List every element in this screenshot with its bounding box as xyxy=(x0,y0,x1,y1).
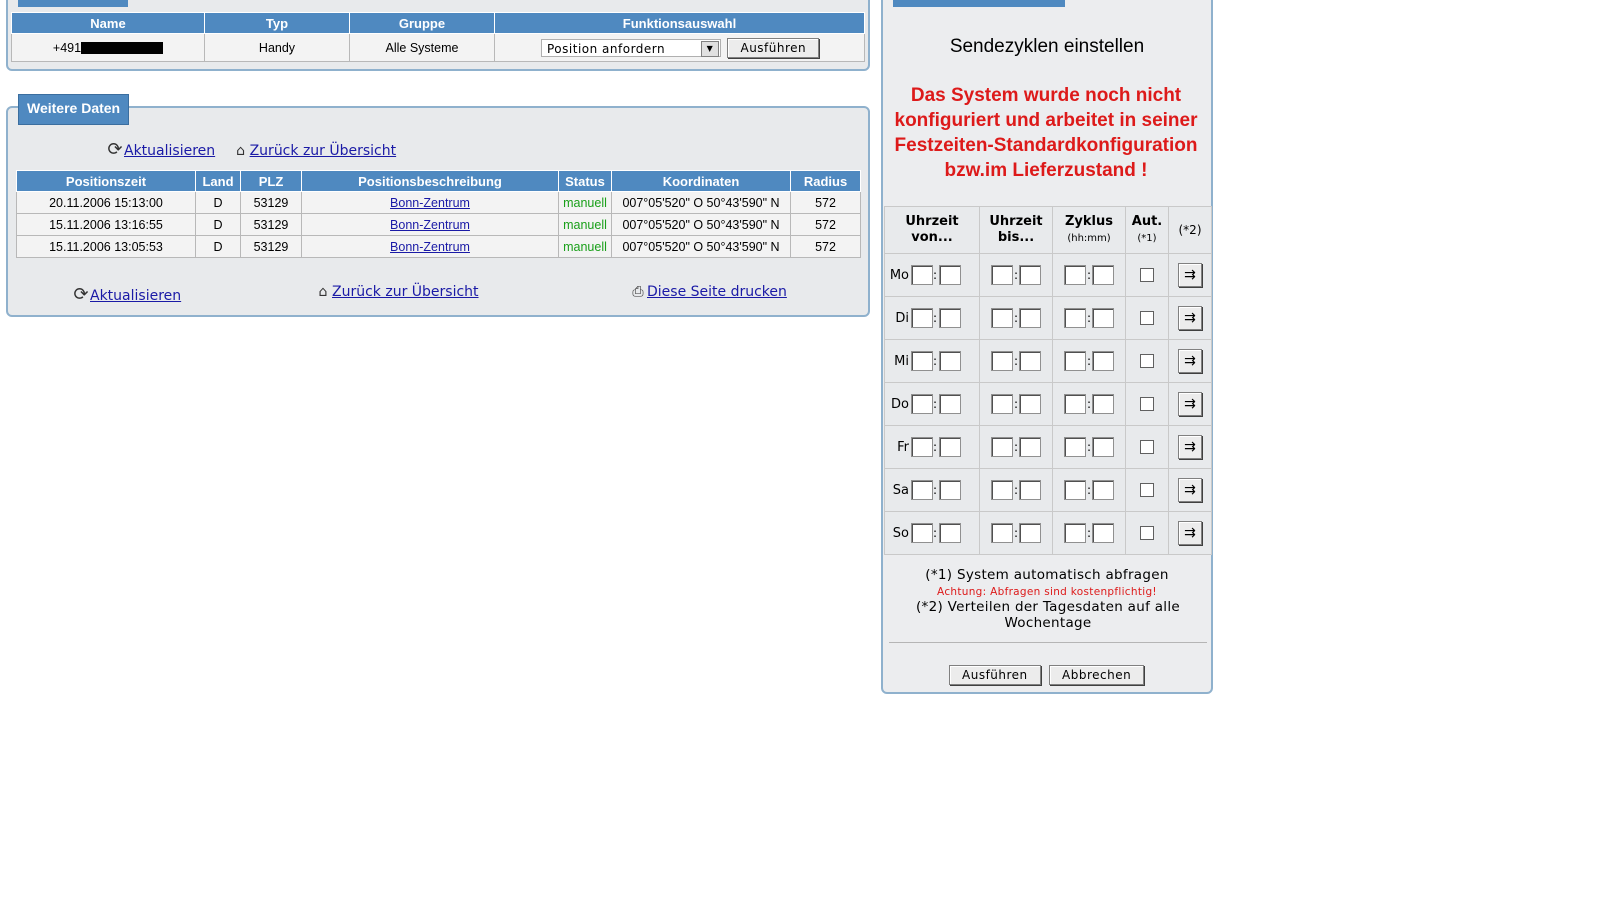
execute-button[interactable]: Ausführen xyxy=(949,665,1041,685)
cycle-cell xyxy=(1053,512,1126,555)
to-hour-input[interactable] xyxy=(991,351,1013,371)
aut-cell xyxy=(1126,297,1169,340)
device-name-cell xyxy=(12,34,205,62)
redacted-block xyxy=(81,42,163,54)
col-positionszeit: Positionszeit xyxy=(17,171,196,192)
to-hour-input[interactable] xyxy=(991,308,1013,328)
col-to-line2: bis... xyxy=(997,230,1035,245)
row-time: 20.11.2006 15:13:00 xyxy=(17,192,196,214)
cycle-hour-input[interactable] xyxy=(1064,480,1086,500)
to-hour-input[interactable] xyxy=(991,394,1013,414)
aut-cell xyxy=(1126,254,1169,297)
distribute-arrow-icon[interactable]: ⇉ xyxy=(1178,478,1202,502)
distribute-cell xyxy=(1169,426,1212,469)
from-minute-input[interactable] xyxy=(939,394,961,414)
colon-separator: : xyxy=(1086,526,1092,540)
col-positionsbeschreibung: Positionsbeschreibung xyxy=(302,171,559,192)
from-cell xyxy=(885,426,980,469)
col-cycle-line2: (hh:mm) xyxy=(1067,232,1111,244)
colon-separator: : xyxy=(1086,354,1092,368)
col-koordinaten: Koordinaten xyxy=(612,171,791,192)
device-row xyxy=(12,34,865,62)
config-warning: Das System wurde noch nicht konfiguriert und arbeitet in seiner Festzeiten-Standardkonfiguration bzw.im Lieferzustand ! xyxy=(894,85,1198,181)
top-links xyxy=(106,139,396,160)
row-radius: 572 xyxy=(791,214,861,236)
col-from xyxy=(885,207,980,254)
row-time: 15.11.2006 13:05:53 xyxy=(17,236,196,258)
colon-separator: : xyxy=(933,483,938,497)
device-gruppe: Alle Systeme xyxy=(350,34,495,62)
home-icon: ⌂ xyxy=(236,143,246,159)
panel-tab-stub xyxy=(893,0,1065,7)
distribute-cell xyxy=(1169,383,1212,426)
row-radius: 572 xyxy=(791,192,861,214)
schedule-row xyxy=(885,383,1212,426)
day-label: Mi xyxy=(894,353,909,369)
cycle-cell xyxy=(1053,383,1126,426)
device-typ: Handy xyxy=(205,34,350,62)
location-link[interactable]: Bonn-Zentrum xyxy=(390,195,470,210)
row-plz: 53129 xyxy=(241,236,302,258)
to-minute-input[interactable] xyxy=(1019,523,1041,543)
cycle-minute-input[interactable] xyxy=(1092,437,1114,457)
aut-cell xyxy=(1126,469,1169,512)
to-cell xyxy=(980,383,1053,426)
aut-cell xyxy=(1126,383,1169,426)
refresh-link[interactable] xyxy=(106,139,220,160)
row-time: 15.11.2006 13:16:55 xyxy=(17,214,196,236)
from-cell xyxy=(885,383,980,426)
bottom-links xyxy=(72,284,812,305)
row-land: D xyxy=(196,214,241,236)
cycle-hour-input[interactable] xyxy=(1064,351,1086,371)
distribute-arrow-icon[interactable]: ⇉ xyxy=(1178,306,1202,330)
from-cell xyxy=(885,340,980,383)
distribute-cell xyxy=(1169,254,1212,297)
col-to xyxy=(980,207,1053,254)
from-minute-input[interactable] xyxy=(939,265,961,285)
sendezyklen-panel xyxy=(881,0,1213,694)
schedule-row xyxy=(885,254,1212,297)
device-table-header xyxy=(12,13,865,34)
refresh-icon: ⟳ xyxy=(73,284,89,305)
col-cycle-line1: Zyklus xyxy=(1065,213,1113,229)
divider xyxy=(889,642,1207,643)
distribute-arrow-icon[interactable]: ⇉ xyxy=(1178,349,1202,373)
from-cell xyxy=(885,512,980,555)
note-cost-warning: Achtung: Abfragen sind kostenpflichtig! xyxy=(937,586,1157,598)
colon-separator: : xyxy=(1013,311,1019,325)
distribute-arrow-icon[interactable]: ⇉ xyxy=(1178,392,1202,416)
colon-separator: : xyxy=(1013,483,1019,497)
cycle-hour-input[interactable] xyxy=(1064,523,1086,543)
cycle-cell xyxy=(1053,426,1126,469)
cycle-cell xyxy=(1053,297,1126,340)
day-label: Sa xyxy=(892,482,909,498)
row-description xyxy=(302,214,559,236)
note-distribute: (*2) Verteilen der Tagesdaten auf alle Wochentage xyxy=(915,599,1180,631)
col-to-line1: Uhrzeit xyxy=(989,214,1043,229)
from-cell xyxy=(885,297,980,340)
to-hour-input[interactable] xyxy=(991,480,1013,500)
from-minute-input[interactable] xyxy=(939,437,961,457)
cycle-minute-input[interactable] xyxy=(1092,523,1114,543)
row-status: manuell xyxy=(559,214,612,236)
cycle-minute-input[interactable] xyxy=(1092,394,1114,414)
function-select[interactable] xyxy=(541,39,721,57)
row-status: manuell xyxy=(559,192,612,214)
row-land: D xyxy=(196,192,241,214)
device-table xyxy=(11,12,865,62)
note-auto-query: (*1) System automatisch abfragen xyxy=(925,567,1169,583)
from-minute-input[interactable] xyxy=(939,351,961,371)
colon-separator: : xyxy=(1086,268,1092,282)
distribute-arrow-icon[interactable]: ⇉ xyxy=(1178,435,1202,459)
col-aut-line2: (*1) xyxy=(1137,232,1157,244)
from-hour-input[interactable] xyxy=(911,523,933,543)
col-funktionsauswahl: Funktionsauswahl xyxy=(495,13,865,34)
from-minute-input[interactable] xyxy=(939,480,961,500)
row-description xyxy=(302,192,559,214)
cycle-hour-input[interactable] xyxy=(1064,394,1086,414)
schedule-row xyxy=(885,297,1212,340)
to-hour-input[interactable] xyxy=(991,523,1013,543)
schedule-row xyxy=(885,426,1212,469)
function-cell xyxy=(495,34,865,62)
distribute-arrow-icon[interactable]: ⇉ xyxy=(1178,521,1202,545)
colon-separator: : xyxy=(1013,397,1019,411)
col-land: Land xyxy=(196,171,241,192)
to-cell xyxy=(980,340,1053,383)
colon-separator: : xyxy=(1086,483,1092,497)
row-land: D xyxy=(196,236,241,258)
to-minute-input[interactable] xyxy=(1019,480,1041,500)
to-cell xyxy=(980,426,1053,469)
distribute-cell xyxy=(1169,469,1212,512)
location-link[interactable]: Bonn-Zentrum xyxy=(390,217,470,232)
from-hour-input[interactable] xyxy=(911,351,933,371)
home-icon: ⌂ xyxy=(318,284,328,300)
to-minute-input[interactable] xyxy=(1019,308,1041,328)
auto-query-checkbox[interactable] xyxy=(1140,311,1154,325)
day-label: Fr xyxy=(897,439,909,455)
to-hour-input[interactable] xyxy=(991,265,1013,285)
from-hour-input[interactable] xyxy=(911,480,933,500)
cycle-hour-input[interactable] xyxy=(1064,308,1086,328)
colon-separator: : xyxy=(1013,526,1019,540)
chevron-down-icon[interactable]: ▼ xyxy=(701,41,719,57)
device-name: +491 xyxy=(52,40,82,55)
cycle-cell xyxy=(1053,340,1126,383)
cancel-button[interactable]: Abbrechen xyxy=(1049,665,1144,685)
colon-separator: : xyxy=(1086,397,1092,411)
back-link[interactable] xyxy=(232,143,397,159)
aut-cell xyxy=(1126,512,1169,555)
col-distribute-label: (*2) xyxy=(1178,223,1202,237)
distribute-cell xyxy=(1169,297,1212,340)
auto-query-checkbox[interactable] xyxy=(1140,526,1154,540)
colon-separator: : xyxy=(933,354,938,368)
print-link-label[interactable]: Diese Seite drucken xyxy=(647,284,787,300)
col-radius: Radius xyxy=(791,171,861,192)
to-cell xyxy=(980,469,1053,512)
day-label: Mo xyxy=(889,267,909,283)
day-label: Do xyxy=(891,396,909,412)
row-description xyxy=(302,236,559,258)
to-minute-input[interactable] xyxy=(1019,437,1041,457)
colon-separator: : xyxy=(933,526,938,540)
auto-query-checkbox[interactable] xyxy=(1140,268,1154,282)
cycle-hour-input[interactable] xyxy=(1064,265,1086,285)
cycle-minute-input[interactable] xyxy=(1092,308,1114,328)
to-cell xyxy=(980,512,1053,555)
auto-query-checkbox[interactable] xyxy=(1140,483,1154,497)
back-link-bottom-label[interactable]: Zurück zur Übersicht xyxy=(332,284,479,300)
printer-icon: ⎙ xyxy=(632,284,644,300)
colon-separator: : xyxy=(933,268,938,282)
col-aut xyxy=(1126,207,1169,254)
row-coordinates: 007°05'520" O 50°43'590" N xyxy=(612,236,791,258)
function-select-value: Position anfordern xyxy=(547,41,666,56)
aut-cell xyxy=(1126,426,1169,469)
col-status: Status xyxy=(559,171,612,192)
execute-function-button[interactable]: Ausführen xyxy=(727,38,819,58)
to-hour-input[interactable] xyxy=(991,437,1013,457)
cycle-minute-input[interactable] xyxy=(1092,351,1114,371)
row-coordinates: 007°05'520" O 50°43'590" N xyxy=(612,214,791,236)
to-minute-input[interactable] xyxy=(1019,351,1041,371)
refresh-link-bottom-label[interactable]: Aktualisieren xyxy=(90,288,182,304)
table-row xyxy=(17,236,861,258)
col-aut-line1: Aut. xyxy=(1131,213,1163,229)
from-hour-input[interactable] xyxy=(911,394,933,414)
colon-separator: : xyxy=(933,311,938,325)
cycle-cell xyxy=(1053,469,1126,512)
cycle-minute-input[interactable] xyxy=(1092,265,1114,285)
colon-separator: : xyxy=(1086,311,1092,325)
location-link[interactable]: Bonn-Zentrum xyxy=(390,239,470,254)
colon-separator: : xyxy=(933,440,938,454)
panel-tab-stub xyxy=(18,0,128,7)
col-from-line1: Uhrzeit xyxy=(905,214,959,229)
col-name: Name xyxy=(12,13,205,34)
positions-table xyxy=(16,170,861,258)
auto-query-checkbox[interactable] xyxy=(1140,397,1154,411)
colon-separator: : xyxy=(1013,440,1019,454)
col-gruppe: Gruppe xyxy=(350,13,495,34)
colon-separator: : xyxy=(1013,268,1019,282)
from-hour-input[interactable] xyxy=(911,437,933,457)
distribute-cell xyxy=(1169,340,1212,383)
print-link[interactable] xyxy=(629,284,787,300)
day-label: So xyxy=(892,525,909,541)
col-typ: Typ xyxy=(205,13,350,34)
from-cell xyxy=(885,469,980,512)
auto-query-checkbox[interactable] xyxy=(1140,440,1154,454)
from-hour-input[interactable] xyxy=(911,265,933,285)
row-plz: 53129 xyxy=(241,214,302,236)
col-distribute xyxy=(1169,207,1212,254)
cycle-cell xyxy=(1053,254,1126,297)
from-minute-input[interactable] xyxy=(939,308,961,328)
schedule-row xyxy=(885,340,1212,383)
to-cell xyxy=(980,297,1053,340)
col-from-line2: von... xyxy=(911,230,953,245)
from-minute-input[interactable] xyxy=(939,523,961,543)
row-status: manuell xyxy=(559,236,612,258)
row-radius: 572 xyxy=(791,236,861,258)
back-link-label[interactable]: Zurück zur Übersicht xyxy=(249,143,397,159)
row-coordinates: 007°05'520" O 50°43'590" N xyxy=(612,192,791,214)
aut-cell xyxy=(1126,340,1169,383)
auto-query-checkbox[interactable] xyxy=(1140,354,1154,368)
to-minute-input[interactable] xyxy=(1019,394,1041,414)
schedule-table xyxy=(884,206,1212,555)
refresh-link-bottom[interactable] xyxy=(72,284,182,305)
colon-separator: : xyxy=(1013,354,1019,368)
from-hour-input[interactable] xyxy=(911,308,933,328)
weitere-daten-title: Weitere Daten xyxy=(18,94,129,125)
schedule-row xyxy=(885,469,1212,512)
schedule-header xyxy=(885,207,1212,254)
colon-separator: : xyxy=(1086,440,1092,454)
table-row xyxy=(17,192,861,214)
distribute-arrow-icon[interactable]: ⇉ xyxy=(1178,263,1202,287)
col-cycle xyxy=(1053,207,1126,254)
day-label: Di xyxy=(895,310,909,326)
table-row xyxy=(17,214,861,236)
distribute-cell xyxy=(1169,512,1212,555)
to-cell xyxy=(980,254,1053,297)
schedule-row xyxy=(885,512,1212,555)
colon-separator: : xyxy=(933,397,938,411)
schedule-body xyxy=(885,254,1212,555)
cycle-hour-input[interactable] xyxy=(1064,437,1086,457)
col-plz: PLZ xyxy=(241,171,302,192)
refresh-link-label[interactable]: Aktualisieren xyxy=(124,143,216,159)
from-cell xyxy=(885,254,980,297)
to-minute-input[interactable] xyxy=(1019,265,1041,285)
back-link-bottom[interactable] xyxy=(314,284,479,300)
sendezyklen-title: Sendezyklen einstellen xyxy=(949,36,1145,57)
cycle-minute-input[interactable] xyxy=(1092,480,1114,500)
positions-header xyxy=(17,171,861,192)
row-plz: 53129 xyxy=(241,192,302,214)
refresh-icon: ⟳ xyxy=(107,139,123,160)
